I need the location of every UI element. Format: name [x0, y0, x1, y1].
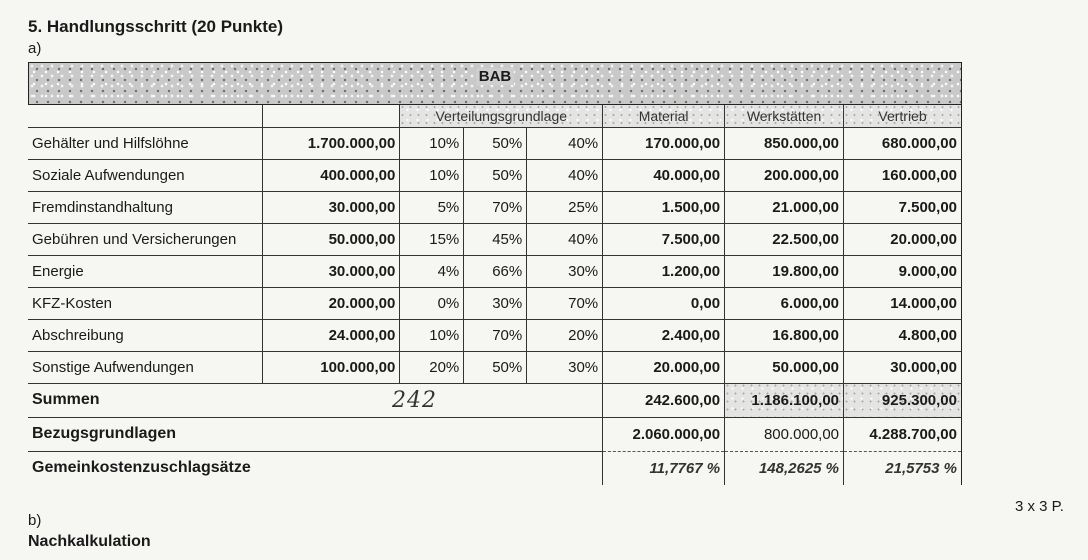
cost-row	[28, 255, 962, 287]
cost-label: KFZ-Kosten	[28, 287, 263, 319]
cost-material: 170.000,00	[603, 127, 725, 159]
cost-werkstaetten: 21.000,00	[725, 191, 844, 223]
cost-vertrieb: 20.000,00	[844, 223, 962, 255]
cost-row	[28, 127, 962, 159]
cost-row	[28, 223, 962, 255]
bezug-werkstaetten: 800.000,00	[725, 417, 844, 451]
cost-amount: 100.000,00	[263, 351, 400, 383]
cost-label: Gehälter und Hilfslöhne	[28, 127, 263, 159]
bab-grid	[28, 105, 962, 485]
share-vertrieb: 40%	[527, 159, 603, 191]
cost-vertrieb: 7.500,00	[844, 191, 962, 223]
cost-werkstaetten: 6.000,00	[725, 287, 844, 319]
cost-vertrieb: 680.000,00	[844, 127, 962, 159]
header-verteilungsgrundlage: Verteilungsgrundlage	[400, 105, 603, 127]
summen-werkstaetten: 1.186.100,00	[725, 383, 844, 417]
cost-material: 1.500,00	[603, 191, 725, 223]
cost-werkstaetten: 16.800,00	[725, 319, 844, 351]
cost-werkstaetten: 19.800,00	[725, 255, 844, 287]
share-werkstaetten: 45%	[464, 223, 527, 255]
cost-label: Abschreibung	[28, 319, 263, 351]
cost-row	[28, 287, 962, 319]
cost-vertrieb: 4.800,00	[844, 319, 962, 351]
cost-amount: 30.000,00	[263, 255, 400, 287]
share-werkstaetten: 70%	[464, 191, 527, 223]
header-empty-amount	[263, 105, 400, 127]
header-row	[28, 105, 962, 127]
part-a-label: a)	[28, 40, 42, 57]
cost-werkstaetten: 22.500,00	[725, 223, 844, 255]
share-material: 0%	[400, 287, 464, 319]
cost-material: 2.400,00	[603, 319, 725, 351]
bezug-vertrieb: 4.288.700,00	[844, 417, 962, 451]
share-werkstaetten: 66%	[464, 255, 527, 287]
zuschlag-blank	[400, 451, 603, 485]
share-vertrieb: 70%	[527, 287, 603, 319]
zuschlag-material: 11,7767 %	[603, 451, 725, 485]
nachkalkulation-title: Nachkalkulation	[28, 533, 151, 550]
cost-vertrieb: 9.000,00	[844, 255, 962, 287]
share-material: 10%	[400, 127, 464, 159]
cost-material: 40.000,00	[603, 159, 725, 191]
share-vertrieb: 20%	[527, 319, 603, 351]
share-werkstaetten: 50%	[464, 351, 527, 383]
cost-row	[28, 159, 962, 191]
bezug-label: Bezugsgrundlagen	[28, 417, 400, 451]
zuschlag-werkstaetten: 148,2625 %	[725, 451, 844, 485]
cost-row	[28, 351, 962, 383]
zuschlag-row	[28, 451, 962, 485]
share-material: 5%	[400, 191, 464, 223]
header-empty	[28, 105, 263, 127]
cost-amount: 30.000,00	[263, 191, 400, 223]
points-note: 3 x 3 P.	[1015, 498, 1064, 515]
header-vertrieb: Vertrieb	[844, 105, 962, 127]
cost-row	[28, 319, 962, 351]
cost-werkstaetten: 850.000,00	[725, 127, 844, 159]
cost-vertrieb: 160.000,00	[844, 159, 962, 191]
share-vertrieb: 40%	[527, 223, 603, 255]
cost-amount: 50.000,00	[263, 223, 400, 255]
share-vertrieb: 30%	[527, 255, 603, 287]
cost-material: 0,00	[603, 287, 725, 319]
cost-material: 20.000,00	[603, 351, 725, 383]
summen-vertrieb: 925.300,00	[844, 383, 962, 417]
cost-amount: 20.000,00	[263, 287, 400, 319]
summen-row	[28, 383, 962, 417]
header-material: Material	[603, 105, 725, 127]
share-vertrieb: 25%	[527, 191, 603, 223]
bezug-blank	[400, 417, 603, 451]
zuschlag-label: Gemeinkostenzuschlagsätze	[32, 459, 251, 477]
cost-material: 7.500,00	[603, 223, 725, 255]
share-werkstaetten: 70%	[464, 319, 527, 351]
share-werkstaetten: 50%	[464, 127, 527, 159]
handwritten-note: 242	[392, 388, 437, 413]
share-material: 15%	[400, 223, 464, 255]
cost-label: Soziale Aufwendungen	[28, 159, 263, 191]
cost-material: 1.200,00	[603, 255, 725, 287]
cost-vertrieb: 30.000,00	[844, 351, 962, 383]
cost-vertrieb: 14.000,00	[844, 287, 962, 319]
bezug-material: 2.060.000,00	[603, 417, 725, 451]
bab-table	[28, 62, 962, 487]
cost-label: Energie	[28, 255, 263, 287]
summen-material: 242.600,00	[603, 383, 725, 417]
cost-row	[28, 191, 962, 223]
share-material: 20%	[400, 351, 464, 383]
summen-label: Summen	[28, 383, 400, 417]
cost-werkstaetten: 200.000,00	[725, 159, 844, 191]
share-material: 10%	[400, 159, 464, 191]
cost-label: Fremdinstandhaltung	[28, 191, 263, 223]
cost-amount: 24.000,00	[263, 319, 400, 351]
cost-amount: 400.000,00	[263, 159, 400, 191]
bab-title: BAB	[28, 66, 962, 88]
zuschlag-vertrieb: 21,5753 %	[844, 451, 962, 485]
share-material: 4%	[400, 255, 464, 287]
cost-amount: 1.700.000,00	[263, 127, 400, 159]
part-b-label: b)	[28, 512, 42, 529]
share-werkstaetten: 50%	[464, 159, 527, 191]
share-vertrieb: 40%	[527, 127, 603, 159]
share-werkstaetten: 30%	[464, 287, 527, 319]
cost-werkstaetten: 50.000,00	[725, 351, 844, 383]
cost-label: Gebühren und Versicherungen	[28, 223, 263, 255]
cost-label: Sonstige Aufwendungen	[28, 351, 263, 383]
header-werkstaetten: Werkstätten	[725, 105, 844, 127]
share-vertrieb: 30%	[527, 351, 603, 383]
bezug-row	[28, 417, 962, 451]
share-material: 10%	[400, 319, 464, 351]
section-heading: 5. Handlungsschritt (20 Punkte)	[28, 17, 284, 36]
